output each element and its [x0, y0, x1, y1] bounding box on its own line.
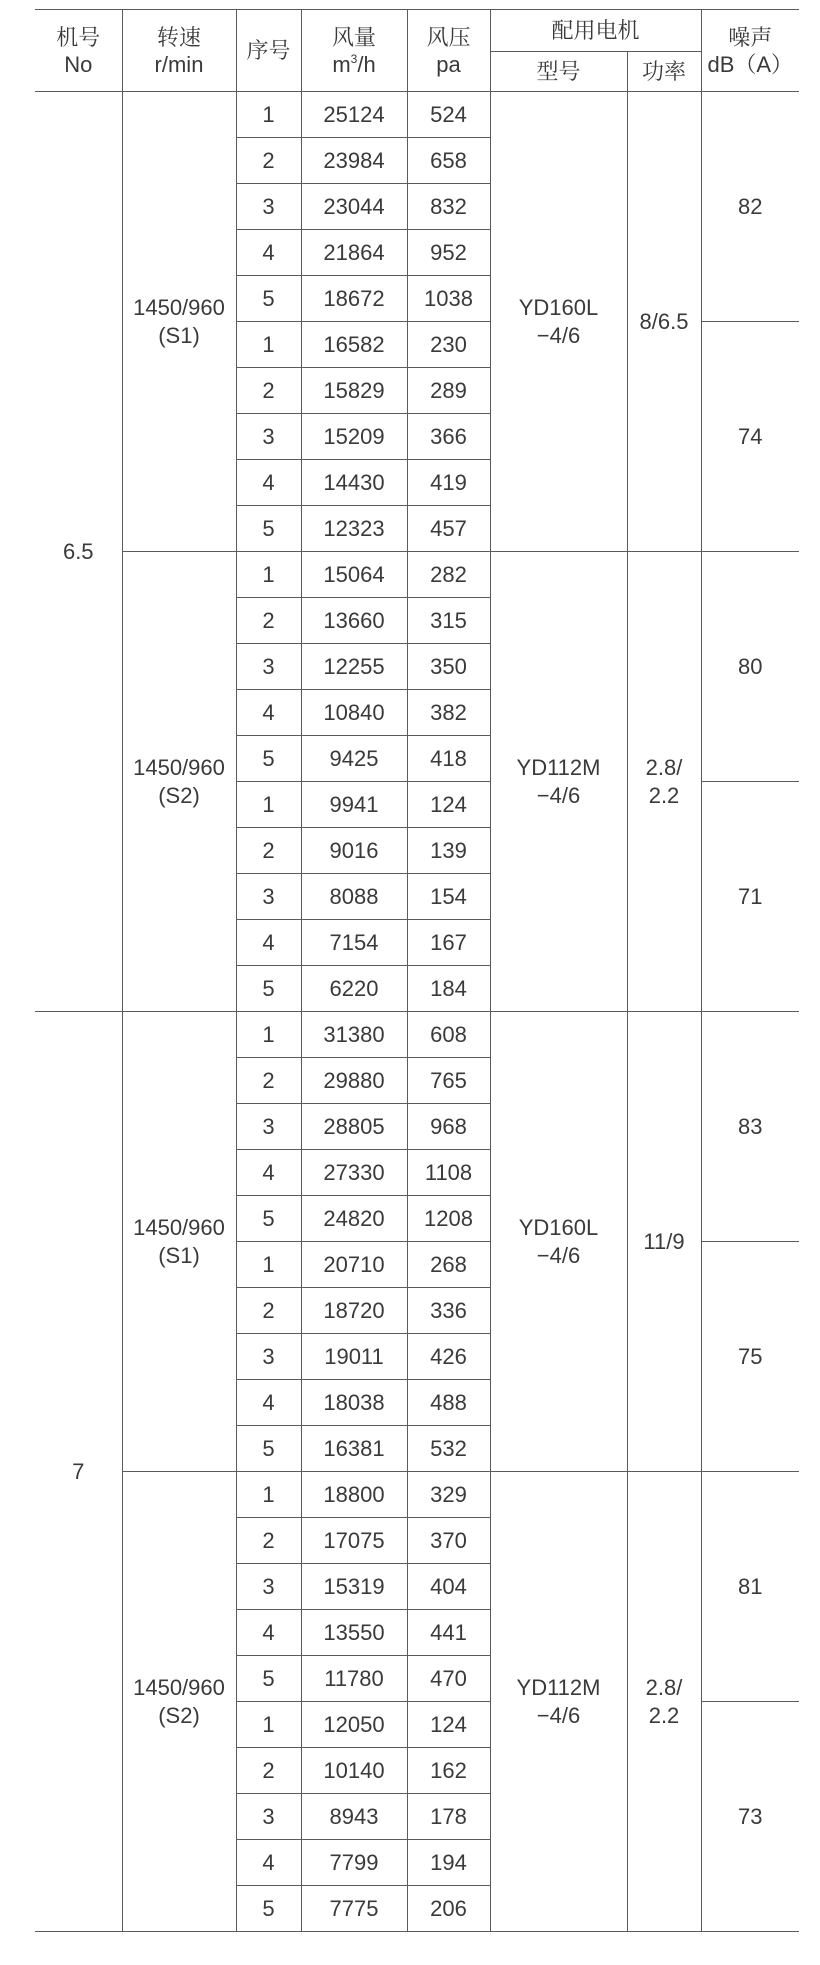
flow-cell: 18800: [301, 1472, 407, 1518]
motor-power-cell: [627, 1472, 701, 1932]
pressure-cell: 124: [407, 782, 490, 828]
seq-cell: 5: [236, 506, 301, 552]
flow-cell: 21864: [301, 230, 407, 276]
pressure-cell: 952: [407, 230, 490, 276]
pressure-cell: 382: [407, 690, 490, 736]
seq-cell: 4: [236, 460, 301, 506]
flow-cell: 7799: [301, 1840, 407, 1886]
table-row: [35, 92, 799, 138]
speed-cell: [122, 552, 236, 1012]
flow-cell: 13550: [301, 1610, 407, 1656]
speed-cell: [122, 92, 236, 552]
pressure-cell: 441: [407, 1610, 490, 1656]
pressure-cell: 315: [407, 598, 490, 644]
header-pressure-unit: pa: [436, 51, 461, 77]
seq-cell: 3: [236, 414, 301, 460]
noise-cell: 71: [701, 782, 799, 1012]
table-row: [35, 1472, 799, 1518]
flow-cell: 18720: [301, 1288, 407, 1334]
flow-cell: 31380: [301, 1012, 407, 1058]
motor-power-line: 11/9: [643, 1228, 685, 1254]
seq-cell: 1: [236, 552, 301, 598]
header-speed-unit: r/min: [154, 51, 204, 77]
pressure-cell: 329: [407, 1472, 490, 1518]
header-motor-power: 功率: [627, 52, 701, 92]
seq-cell: 3: [236, 1794, 301, 1840]
flow-cell: 23044: [301, 184, 407, 230]
pressure-cell: 418: [407, 736, 490, 782]
speed-line: 1450/960: [133, 1674, 225, 1700]
seq-cell: 4: [236, 920, 301, 966]
flow-cell: 16582: [301, 322, 407, 368]
pressure-cell: 139: [407, 828, 490, 874]
seq-cell: 2: [236, 368, 301, 414]
flow-cell: 15209: [301, 414, 407, 460]
flow-cell: 8088: [301, 874, 407, 920]
pressure-cell: 404: [407, 1564, 490, 1610]
header-speed-cn: 转速: [156, 24, 201, 50]
noise-cell: 81: [701, 1472, 799, 1702]
machine-no-cell: 6.5: [35, 92, 122, 1012]
motor-model-line: −4/6: [536, 1242, 581, 1268]
speed-line: (S1): [158, 1242, 200, 1268]
seq-cell: 4: [236, 230, 301, 276]
speed-cell: [122, 1472, 236, 1932]
motor-power-line: 2.8/: [645, 754, 683, 780]
header-machine-no-cn: 机号: [56, 24, 101, 50]
motor-model-line: −4/6: [536, 1702, 581, 1728]
speed-line: 1450/960: [133, 294, 225, 320]
speed-cell: [122, 1012, 236, 1472]
pressure-cell: 488: [407, 1380, 490, 1426]
pressure-cell: 1108: [407, 1150, 490, 1196]
flow-cell: 15064: [301, 552, 407, 598]
noise-cell: 73: [701, 1702, 799, 1932]
flow-cell: 14430: [301, 460, 407, 506]
noise-cell: 80: [701, 552, 799, 782]
seq-cell: 3: [236, 874, 301, 920]
motor-power-line: 2.2: [648, 1702, 680, 1728]
pressure-cell: 419: [407, 460, 490, 506]
motor-power-line: 2.8/: [645, 1674, 683, 1700]
header-flow-unit-h: /h: [357, 51, 376, 77]
motor-power-cell: [627, 92, 701, 552]
header-seq-cn: 序号: [246, 38, 291, 63]
seq-cell: 2: [236, 1518, 301, 1564]
speed-line: (S2): [158, 1702, 200, 1728]
motor-model-line: YD160L: [518, 294, 599, 320]
flow-cell: 11780: [301, 1656, 407, 1702]
pressure-cell: 1208: [407, 1196, 490, 1242]
seq-cell: 5: [236, 276, 301, 322]
header-noise-cn: 噪声: [728, 24, 773, 50]
header-noise-unit: dB（A）: [707, 51, 794, 77]
speed-line: 1450/960: [133, 1214, 225, 1240]
pressure-cell: 366: [407, 414, 490, 460]
speed-line: 1450/960: [133, 754, 225, 780]
noise-cell: 83: [701, 1012, 799, 1242]
header-flow: [301, 10, 407, 92]
pressure-cell: 230: [407, 322, 490, 368]
motor-model-line: −4/6: [536, 782, 581, 808]
pressure-cell: 336: [407, 1288, 490, 1334]
header-noise: [701, 10, 799, 92]
header-motor-model: 型号: [490, 52, 627, 92]
motor-power-cell: [627, 1012, 701, 1472]
header-flow-cn: 风量: [331, 24, 376, 50]
seq-cell: 3: [236, 184, 301, 230]
pressure-cell: 370: [407, 1518, 490, 1564]
flow-cell: 25124: [301, 92, 407, 138]
pressure-cell: 289: [407, 368, 490, 414]
seq-cell: 5: [236, 1886, 301, 1932]
header-machine-no: [35, 10, 122, 92]
flow-cell: 29880: [301, 1058, 407, 1104]
fan-spec-table: [35, 9, 799, 1932]
header-speed: [122, 10, 236, 92]
noise-cell: 82: [701, 92, 799, 322]
seq-cell: 4: [236, 1840, 301, 1886]
flow-cell: 27330: [301, 1150, 407, 1196]
motor-model-line: YD112M: [516, 754, 601, 780]
noise-cell: 74: [701, 322, 799, 552]
motor-power-cell: [627, 552, 701, 1012]
speed-line: (S1): [158, 322, 200, 348]
pressure-cell: 154: [407, 874, 490, 920]
pressure-cell: 608: [407, 1012, 490, 1058]
flow-cell: 10840: [301, 690, 407, 736]
seq-cell: 5: [236, 736, 301, 782]
flow-cell: 8943: [301, 1794, 407, 1840]
motor-model-cell: [490, 552, 627, 1012]
flow-cell: 18038: [301, 1380, 407, 1426]
seq-cell: 4: [236, 1150, 301, 1196]
pressure-cell: 1038: [407, 276, 490, 322]
seq-cell: 2: [236, 598, 301, 644]
seq-cell: 2: [236, 1288, 301, 1334]
flow-cell: 7775: [301, 1886, 407, 1932]
seq-cell: 4: [236, 1610, 301, 1656]
pressure-cell: 765: [407, 1058, 490, 1104]
seq-cell: 4: [236, 690, 301, 736]
seq-cell: 1: [236, 1012, 301, 1058]
flow-cell: 7154: [301, 920, 407, 966]
pressure-cell: 426: [407, 1334, 490, 1380]
seq-cell: 1: [236, 782, 301, 828]
flow-cell: 28805: [301, 1104, 407, 1150]
speed-line: (S2): [158, 782, 200, 808]
spec-table-body: [35, 92, 799, 1932]
flow-cell: 9941: [301, 782, 407, 828]
seq-cell: 4: [236, 1380, 301, 1426]
seq-cell: 1: [236, 322, 301, 368]
pressure-cell: 470: [407, 1656, 490, 1702]
pressure-cell: 162: [407, 1748, 490, 1794]
flow-cell: 23984: [301, 138, 407, 184]
header-pressure-cn: 风压: [426, 24, 471, 50]
header-flow-unit-m: m: [332, 51, 351, 77]
motor-model-line: YD112M: [516, 1674, 601, 1700]
flow-cell: 12050: [301, 1702, 407, 1748]
pressure-cell: 184: [407, 966, 490, 1012]
seq-cell: 1: [236, 1242, 301, 1288]
flow-cell: 13660: [301, 598, 407, 644]
seq-cell: 5: [236, 1656, 301, 1702]
motor-model-cell: [490, 1012, 627, 1472]
pressure-cell: 968: [407, 1104, 490, 1150]
seq-cell: 3: [236, 644, 301, 690]
seq-cell: 1: [236, 1702, 301, 1748]
motor-model-line: −4/6: [536, 322, 581, 348]
pressure-cell: 268: [407, 1242, 490, 1288]
machine-no-cell: 7: [35, 1012, 122, 1932]
table-row: [35, 1012, 799, 1058]
pressure-cell: 524: [407, 92, 490, 138]
pressure-cell: 658: [407, 138, 490, 184]
flow-cell: 15829: [301, 368, 407, 414]
pressure-cell: 167: [407, 920, 490, 966]
spec-table-container: [35, 9, 799, 1932]
header-flow-unit-exp: 3: [350, 51, 358, 66]
flow-cell: 6220: [301, 966, 407, 1012]
seq-cell: 5: [236, 1196, 301, 1242]
flow-cell: 20710: [301, 1242, 407, 1288]
pressure-cell: 194: [407, 1840, 490, 1886]
motor-power-line: 8/6.5: [639, 308, 689, 334]
seq-cell: 3: [236, 1104, 301, 1150]
pressure-cell: 532: [407, 1426, 490, 1472]
pressure-cell: 206: [407, 1886, 490, 1932]
motor-model-cell: [490, 92, 627, 552]
pressure-cell: 457: [407, 506, 490, 552]
seq-cell: 1: [236, 92, 301, 138]
motor-model-line: YD160L: [518, 1214, 599, 1240]
flow-cell: 19011: [301, 1334, 407, 1380]
flow-cell: 18672: [301, 276, 407, 322]
flow-cell: 12323: [301, 506, 407, 552]
table-row: [35, 552, 799, 598]
seq-cell: 2: [236, 138, 301, 184]
motor-model-cell: [490, 1472, 627, 1932]
pressure-cell: 350: [407, 644, 490, 690]
header-motor: 配用电机: [490, 10, 701, 52]
motor-power-line: 2.2: [648, 782, 680, 808]
seq-cell: 1: [236, 1472, 301, 1518]
flow-cell: 12255: [301, 644, 407, 690]
flow-cell: 17075: [301, 1518, 407, 1564]
seq-cell: 2: [236, 828, 301, 874]
seq-cell: 2: [236, 1058, 301, 1104]
pressure-cell: 832: [407, 184, 490, 230]
flow-cell: 10140: [301, 1748, 407, 1794]
seq-cell: 3: [236, 1334, 301, 1380]
seq-cell: 2: [236, 1748, 301, 1794]
seq-cell: 5: [236, 966, 301, 1012]
flow-cell: 24820: [301, 1196, 407, 1242]
flow-cell: 9016: [301, 828, 407, 874]
header-seq: [236, 10, 301, 92]
pressure-cell: 124: [407, 1702, 490, 1748]
header-pressure: [407, 10, 490, 92]
seq-cell: 3: [236, 1564, 301, 1610]
noise-cell: 75: [701, 1242, 799, 1472]
flow-cell: 15319: [301, 1564, 407, 1610]
seq-cell: 5: [236, 1426, 301, 1472]
flow-cell: 9425: [301, 736, 407, 782]
header-machine-no-en: No: [64, 51, 93, 77]
flow-cell: 16381: [301, 1426, 407, 1472]
pressure-cell: 282: [407, 552, 490, 598]
header-flow-unit: [302, 51, 407, 78]
pressure-cell: 178: [407, 1794, 490, 1840]
